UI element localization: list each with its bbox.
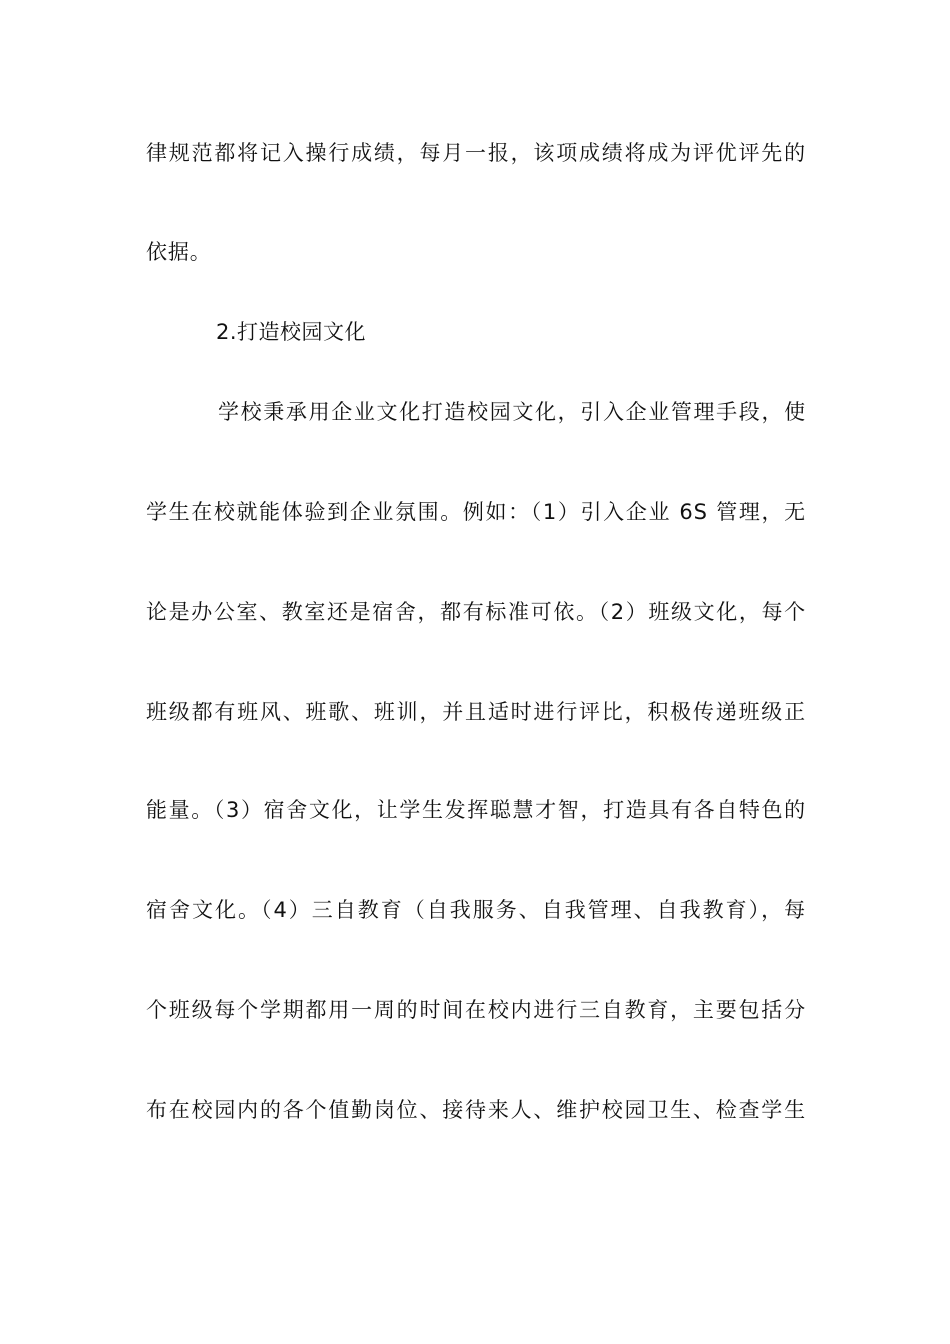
paragraph-line: 班级都有班风、班歌、班训，并且适时进行评比，积极传递班级正 bbox=[146, 700, 806, 724]
paragraph-line: 依据。 bbox=[146, 240, 212, 264]
paragraph-line: 学校秉承用企业文化打造校园文化，引入企业管理手段，使 bbox=[218, 400, 806, 424]
paragraph-line: 宿舍文化。（4）三自教育（自我服务、自我管理、自我教育），每 bbox=[146, 898, 806, 922]
paragraph-line: 学生在校就能体验到企业氛围。例如：（1）引入企业 6S 管理，无 bbox=[146, 500, 806, 524]
paragraph-line: 个班级每个学期都用一周的时间在校内进行三自教育，主要包括分 bbox=[146, 998, 806, 1022]
paragraph-line: 能量。（3）宿舍文化，让学生发挥聪慧才智，打造具有各自特色的 bbox=[146, 798, 806, 822]
paragraph-line: 布在校园内的各个值勤岗位、接待来人、维护校园卫生、检查学生 bbox=[146, 1098, 806, 1122]
section-heading: 2.打造校园文化 bbox=[216, 320, 367, 344]
paragraph-line: 律规范都将记入操行成绩，每月一报，该项成绩将成为评优评先的 bbox=[146, 141, 806, 165]
paragraph-line: 论是办公室、教室还是宿舍，都有标准可依。（2）班级文化，每个 bbox=[146, 600, 806, 624]
